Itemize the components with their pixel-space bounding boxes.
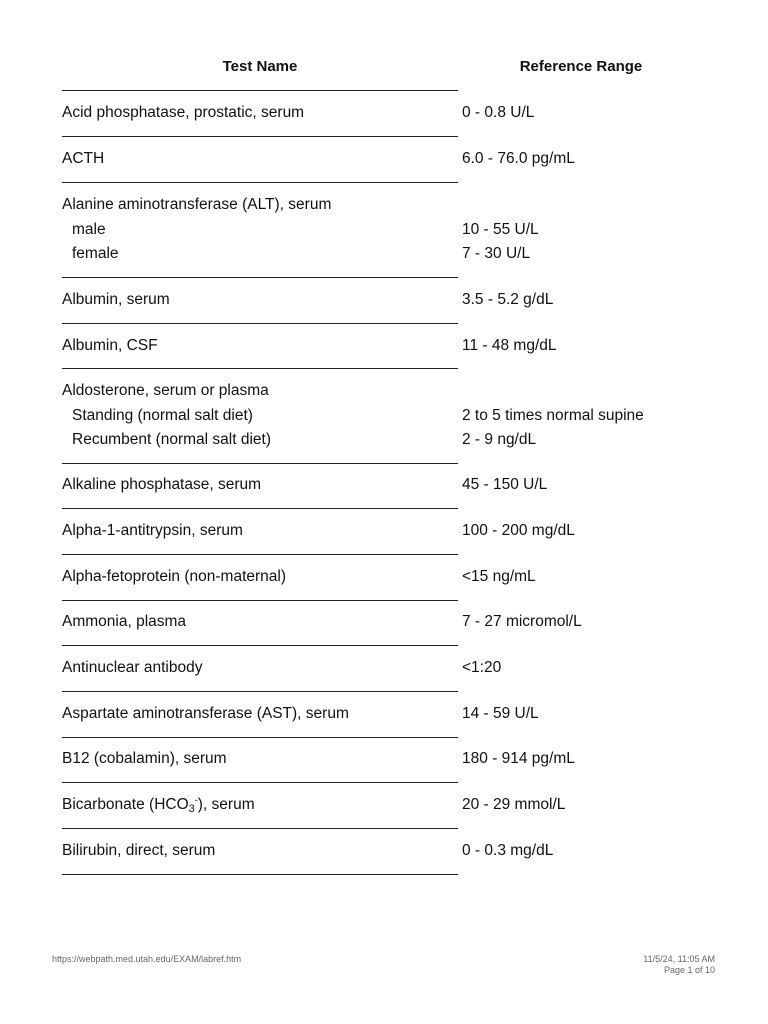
reference-range: 2 to 5 times normal supine <box>462 406 644 424</box>
reference-range: <1:20 <box>462 659 502 676</box>
test-name: Albumin, CSF <box>62 337 158 354</box>
test-subgroup: female <box>72 245 119 262</box>
divider <box>62 645 458 646</box>
table-row <box>62 101 722 126</box>
divider <box>62 277 458 278</box>
divider <box>62 323 458 324</box>
table-row <box>62 839 722 864</box>
reference-range: 7 - 30 U/L <box>462 245 531 262</box>
footer-page-number: Page 1 of 10 <box>663 965 715 975</box>
table-row <box>62 334 722 359</box>
reference-range: 14 - 59 U/L <box>462 705 539 722</box>
table-row <box>62 519 722 544</box>
divider <box>62 691 458 692</box>
test-name: Alpha-1-antitrypsin, serum <box>62 522 243 539</box>
reference-range: 100 - 200 mg/dL <box>462 522 575 539</box>
divider <box>62 368 458 369</box>
table-row <box>62 147 722 172</box>
test-subgroup: Recumbent (normal salt diet) <box>72 431 271 448</box>
reference-range: 2 - 9 ng/dL <box>462 431 537 448</box>
divider <box>62 554 458 555</box>
test-subgroup: Standing (normal salt diet) <box>72 406 253 424</box>
divider <box>62 182 458 183</box>
table-row <box>62 656 722 681</box>
divider <box>62 874 458 875</box>
table-row <box>62 473 722 498</box>
footer-url: https://webpath.med.utah.edu/EXAM/labref.htm <box>52 954 242 964</box>
test-name: Acid phosphatase, prostatic, serum <box>62 104 305 121</box>
reference-range: 7 - 27 micromol/L <box>462 613 582 630</box>
test-name: B12 (cobalamin), serum <box>62 750 227 767</box>
table-header-reference-range: Reference Range <box>519 58 643 75</box>
divider <box>62 508 458 509</box>
divider <box>62 828 458 829</box>
reference-range: 0 - 0.8 U/L <box>462 104 535 121</box>
test-name: Bilirubin, direct, serum <box>62 842 216 859</box>
test-name: Albumin, serum <box>62 291 170 308</box>
table-row <box>62 288 722 313</box>
table-row <box>62 747 722 772</box>
table-row <box>62 702 722 727</box>
reference-range: 180 - 914 pg/mL <box>462 750 575 767</box>
table-row <box>62 565 722 590</box>
test-name: Aspartate aminotransferase (AST), serum <box>62 705 349 722</box>
reference-range: 20 - 29 mmol/L <box>462 796 566 813</box>
table-row <box>62 610 722 635</box>
table-row <box>62 793 722 818</box>
test-name: Ammonia, plasma <box>62 613 187 630</box>
footer-datetime: 11/5/24, 11:05 AM <box>643 954 715 964</box>
reference-range: <15 ng/mL <box>462 568 536 585</box>
divider <box>62 600 458 601</box>
reference-range: 3.5 - 5.2 g/dL <box>462 291 554 308</box>
test-subgroup: male <box>72 220 106 238</box>
reference-range: 10 - 55 U/L <box>462 220 539 238</box>
reference-range: 45 - 150 U/L <box>462 476 548 493</box>
divider <box>62 136 458 137</box>
test-name: Bicarbonate $(HCO_3^-)$, serum <box>62 795 255 815</box>
divider <box>62 782 458 783</box>
footer-page-info <box>643 954 715 976</box>
reference-range: 0 - 0.3 mg/dL <box>462 842 554 859</box>
test-name: Alpha-fetoprotein (non-maternal) <box>62 568 287 585</box>
divider <box>62 90 458 91</box>
test-name: Alanine aminotransferase (ALT), serum <box>62 196 332 213</box>
reference-range: 6.0 - 76.0 pg/mL <box>462 150 575 167</box>
divider <box>62 737 458 738</box>
table-row <box>62 379 722 453</box>
divider <box>62 463 458 464</box>
test-name: Antinuclear antibody <box>62 659 203 676</box>
reference-range: 11 - 48 mg/dL <box>462 337 557 354</box>
test-name: Alkaline phosphatase, serum <box>62 476 262 493</box>
table-header-test-name: Test Name <box>222 58 298 75</box>
table-row <box>62 193 722 267</box>
test-name: Aldosterone, serum or plasma <box>62 382 269 399</box>
test-name: ACTH <box>62 150 105 167</box>
